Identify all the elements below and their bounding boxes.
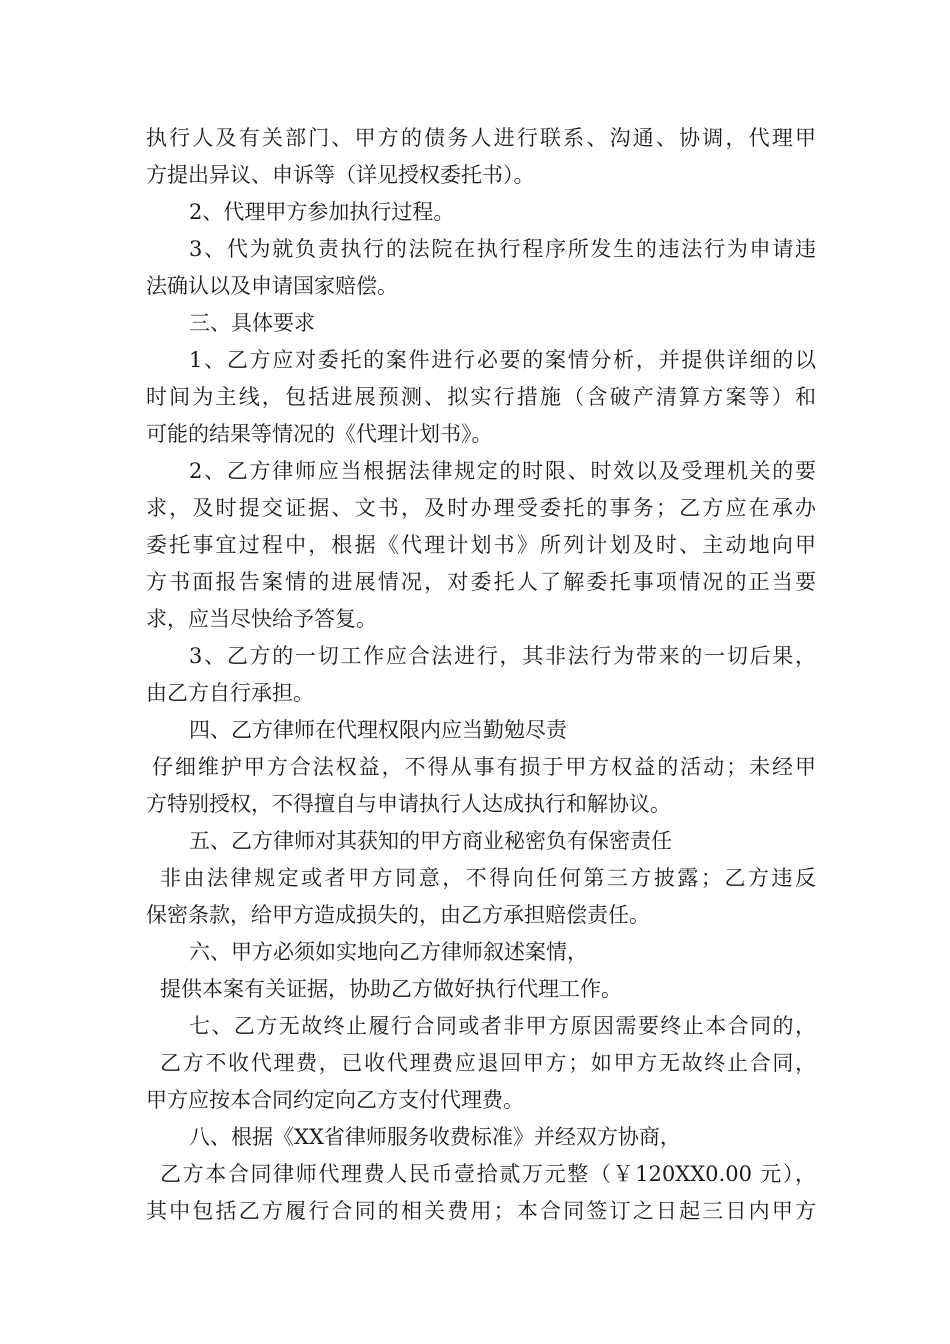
section-heading: 六、甲方必须如实地向乙方律师叙述案情， (189, 940, 588, 964)
text-line: 方提出异议、申诉等（详见授权委托书）。 (146, 163, 535, 187)
text-line: 保密条款，给甲方造成损失的，由乙方承担赔偿责任。 (146, 903, 650, 927)
text-line: 执行人及有关部门、甲方的债务人进行联系、沟通、协调，代理甲 (146, 126, 816, 150)
text-line: 时间为主线，包括进展预测、拟实行措施（含破产清算方案等）和 (146, 385, 816, 409)
text-line: 方特别授权，不得擅自与申请执行人达成执行和解协议。 (146, 792, 671, 816)
text-line: 委托事宜过程中，根据《代理计划书》所列计划及时、主动地向甲 (146, 533, 816, 557)
text-line: 3、代为就负责执行的法院在执行程序所发生的违法行为申请违 (189, 237, 816, 261)
text-line: 求，及时提交证据、文书，及时办理受委托的事务；乙方应在承办 (146, 496, 816, 520)
text-line: 求，应当尽快给予答复。 (146, 607, 377, 631)
text-line: 仔细维护甲方合法权益，不得从事有损于甲方权益的活动；未经甲 (152, 755, 816, 779)
text-line: 3、乙方的一切工作应合法进行，其非法行为带来的一切后果， (189, 644, 816, 668)
section-heading: 七、乙方无故终止履行合同或者非甲方原因需要终止本合同的， (189, 1014, 816, 1038)
text-line: 非由法律规定或者甲方同意，不得向任何第三方披露；乙方违反 (160, 866, 816, 890)
text-line: 2、代理甲方参加执行过程。 (189, 200, 455, 224)
text-line: 乙方不收代理费，已收代理费应退回甲方；如甲方无故终止合同， (160, 1051, 816, 1075)
text-line: 乙方本合同律师代理费人民币壹拾贰万元整（￥120XX0.00 元）， (160, 1162, 816, 1186)
text-line: 甲方应按本合同约定向乙方支付代理费。 (146, 1088, 524, 1112)
text-line: 2、乙方律师应当根据法律规定的时限、时效以及受理机关的要 (189, 459, 816, 483)
section-heading: 八、根据《XX省律师服务收费标准》并经双方协商， (189, 1125, 681, 1149)
text-line: 方书面报告案情的进展情况，对委托人了解委托事项情况的正当要 (146, 570, 816, 594)
text-line: 1、乙方应对委托的案件进行必要的案情分析，并提供详细的以 (189, 348, 816, 372)
text-line: 提供本案有关证据，协助乙方做好执行代理工作。 (160, 977, 622, 1001)
section-heading: 三、具体要求 (189, 311, 315, 335)
text-line: 由乙方自行承担。 (146, 681, 314, 705)
text-line: 其中包括乙方履行合同的相关费用；本合同签订之日起三日内甲方 (146, 1199, 816, 1223)
text-line: 可能的结果等情况的《代理计划书》。 (146, 422, 493, 446)
section-heading: 五、乙方律师对其获知的甲方商业秘密负有保密责任 (189, 829, 672, 853)
section-heading: 四、乙方律师在代理权限内应当勤勉尽责 (189, 718, 567, 742)
text-line: 法确认以及申请国家赔偿。 (146, 274, 398, 298)
